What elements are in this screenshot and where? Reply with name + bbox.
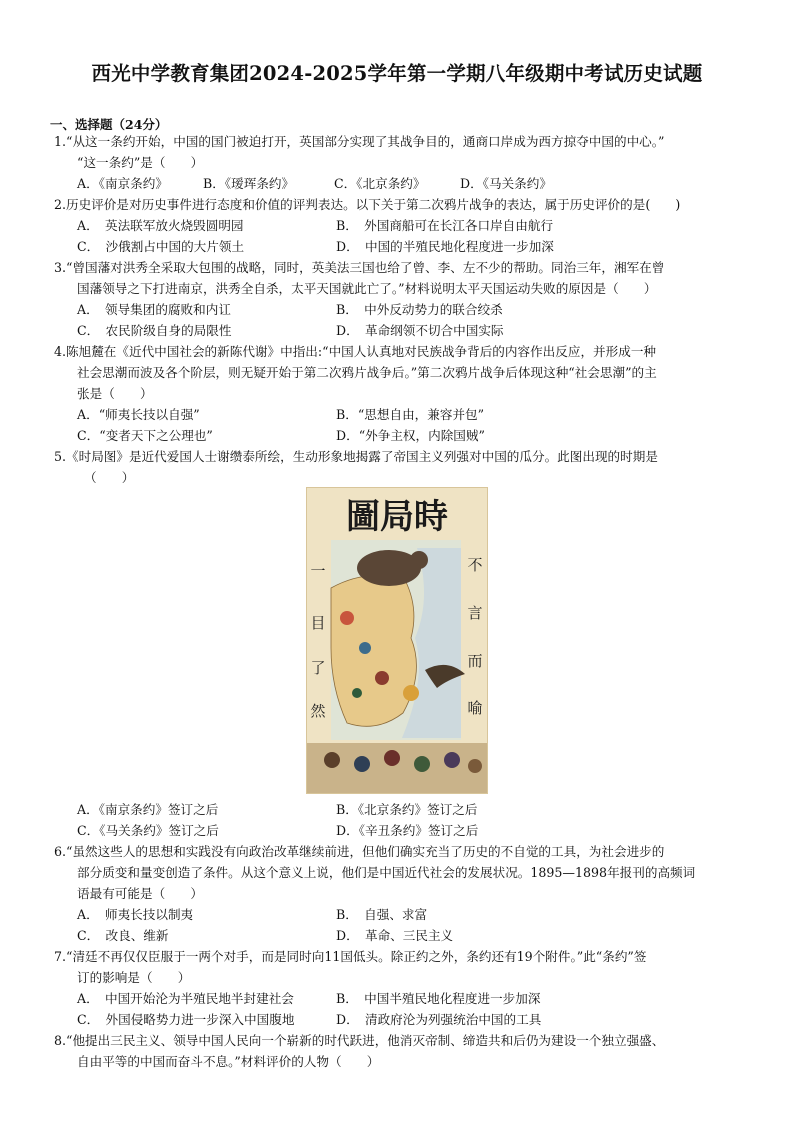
question-7-option-c: C． 外国侵略势力进一步深入中国腹地 — [77, 1012, 295, 1027]
cartoon-left-char-4: 然 — [310, 702, 326, 720]
question-8-stem-line-1: 8.“他提出三民主义、领导中国人民向一个崭新的时代跃进，他消灭帝制、缔造共和后仍为建设一个独立强盛、 — [54, 1033, 665, 1048]
cartoon-left-char-3: 了 — [310, 659, 326, 677]
cartoon-right-char-2: 言 — [467, 604, 483, 622]
question-3-option-d: D． 革命纲领不切合中国实际 — [336, 323, 504, 338]
question-3-option-c: C． 农民阶级自身的局限性 — [77, 323, 232, 338]
question-4-stem-line-1: 4.陈旭麓在《近代中国社会的新陈代谢》中指出:“中国人认真地对民族战争背后的内容作出反应，并形成一种 — [54, 344, 657, 359]
question-1-option-a: A．《南京条约》 — [77, 176, 168, 191]
cartoon-right-char-4: 喻 — [467, 699, 483, 717]
question-2-option-b: B． 外国商船可在长江各口岸自由航行 — [336, 218, 554, 233]
question-3-option-b: B． 中外反动势力的联合绞杀 — [336, 302, 503, 317]
question-2-stem-line-1: 2.历史评价是对历史事件进行态度和价值的评判表达。以下关于第二次鸦片战争的表达，属于历史评价的是( ) — [54, 197, 681, 212]
question-1-option-b: B．《瑷珲条约》 — [203, 176, 295, 191]
question-6-stem-line-1: 6.“虽然这些人的思想和实践没有向政治改革继续前进，但他们确实充当了历史的不自觉的工具，为社会进步的 — [54, 844, 665, 859]
question-6-option-d: D． 革命、三民主义 — [336, 928, 454, 943]
cartoon-title: 圖局時 — [346, 497, 448, 537]
question-1-option-c: C．《北京条约》 — [334, 176, 426, 191]
cartoon-left-char-2: 目 — [310, 614, 326, 632]
question-2-option-c: C． 沙俄割占中国的大片领土 — [77, 239, 245, 254]
page-title: 西光中学教育集团2024-2025学年第一学期八年级期中考试历史试题 — [91, 62, 703, 85]
question-7-option-a: A． 中国开始沦为半殖民地半封建社会 — [77, 991, 294, 1006]
question-1-stem-line-2: “这一条约”是（ ） — [77, 155, 204, 170]
shijutu-cartoon — [306, 487, 488, 794]
question-5-stem-line-1: 5.《时局图》是近代爱国人士谢缵泰所绘，生动形象地揭露了帝国主义列强对中国的瓜分。此图出现的时期是 — [54, 449, 658, 464]
question-5-option-a: A．《南京条约》签订之后 — [77, 802, 219, 817]
question-3-stem-line-1: 3.“曾国藩对洪秀全采取大包围的战略，同时，英美法三国也给了曾、李、左不少的帮助。同治三年，湘军在曾 — [54, 260, 665, 275]
question-5-option-b: B．《北京条约》签订之后 — [336, 802, 478, 817]
cartoon-right-char-3: 而 — [467, 652, 483, 670]
question-5-stem-line-2: （ ） — [84, 470, 135, 485]
question-2-option-d: D． 中国的半殖民地化程度进一步加深 — [336, 239, 554, 254]
cartoon-left-char-1: 一 — [310, 562, 326, 580]
question-7-stem-line-2: 订的影响是（ ） — [77, 970, 191, 985]
section-heading: 一、选择题（24分） — [50, 117, 168, 132]
question-4-option-d: D．“外争主权，内除国贼” — [336, 428, 485, 443]
question-6-option-b: B． 自强、求富 — [336, 907, 428, 922]
question-4-option-a: A．“师夷长技以自强” — [77, 407, 200, 422]
question-6-stem-line-2: 部分质变和量变创造了条件。从这个意义上说，他们是中国近代社会的发展状况。1895—1898年报刊的高频词 — [77, 865, 696, 880]
question-5-option-d: D．《辛丑条约》签订之后 — [336, 823, 479, 838]
question-7-option-d: D． 清政府沦为列强统治中国的工具 — [336, 1012, 542, 1027]
question-7-option-b: B． 中国半殖民地化程度进一步加深 — [336, 991, 541, 1006]
question-6-option-c: C． 改良、维新 — [77, 928, 169, 943]
question-1-stem-line-1: 1.“从这一条约开始，中国的国门被迫打开，英国部分实现了其战争目的，通商口岸成为西方掠夺中国的中心。” — [54, 134, 665, 149]
question-4-stem-line-2: 社会思潮而波及各个阶层，则无疑开始于第二次鸦片战争后。”第二次鸦片战争后体现这种“社会思潮”的主 — [77, 365, 657, 380]
question-3-stem-line-2: 国藩领导之下打进南京，洪秀全自杀，太平天国就此亡了。”材料说明太平天国运动失败的原因是（ ） — [77, 281, 657, 296]
question-3-option-a: A． 领导集团的腐败和内讧 — [77, 302, 231, 317]
shijutu-illustration — [307, 488, 487, 793]
question-5-option-c: C．《马关条约》签订之后 — [77, 823, 219, 838]
question-6-stem-line-3: 语最有可能是（ ） — [77, 886, 203, 901]
question-6-option-a: A． 师夷长技以制夷 — [77, 907, 194, 922]
cartoon-right-char-1: 不 — [467, 556, 483, 574]
question-4-option-b: B．“思想自由，兼容并包” — [336, 407, 485, 422]
question-7-stem-line-1: 7.“清廷不再仅仅臣服于一两个对手，而是同时向11国低头。除正约之外，条约还有19个附件。”此“条约”签 — [54, 949, 647, 964]
question-8-stem-line-2: 自由平等的中国而奋斗不息。”材料评价的人物（ ） — [77, 1054, 380, 1069]
question-2-option-a: A． 英法联军放火烧毁圆明园 — [77, 218, 244, 233]
question-1-option-d: D．《马关条约》 — [460, 176, 552, 191]
question-4-option-c: C．“变者天下之公理也” — [77, 428, 213, 443]
question-4-stem-line-3: 张是（ ） — [77, 386, 153, 401]
